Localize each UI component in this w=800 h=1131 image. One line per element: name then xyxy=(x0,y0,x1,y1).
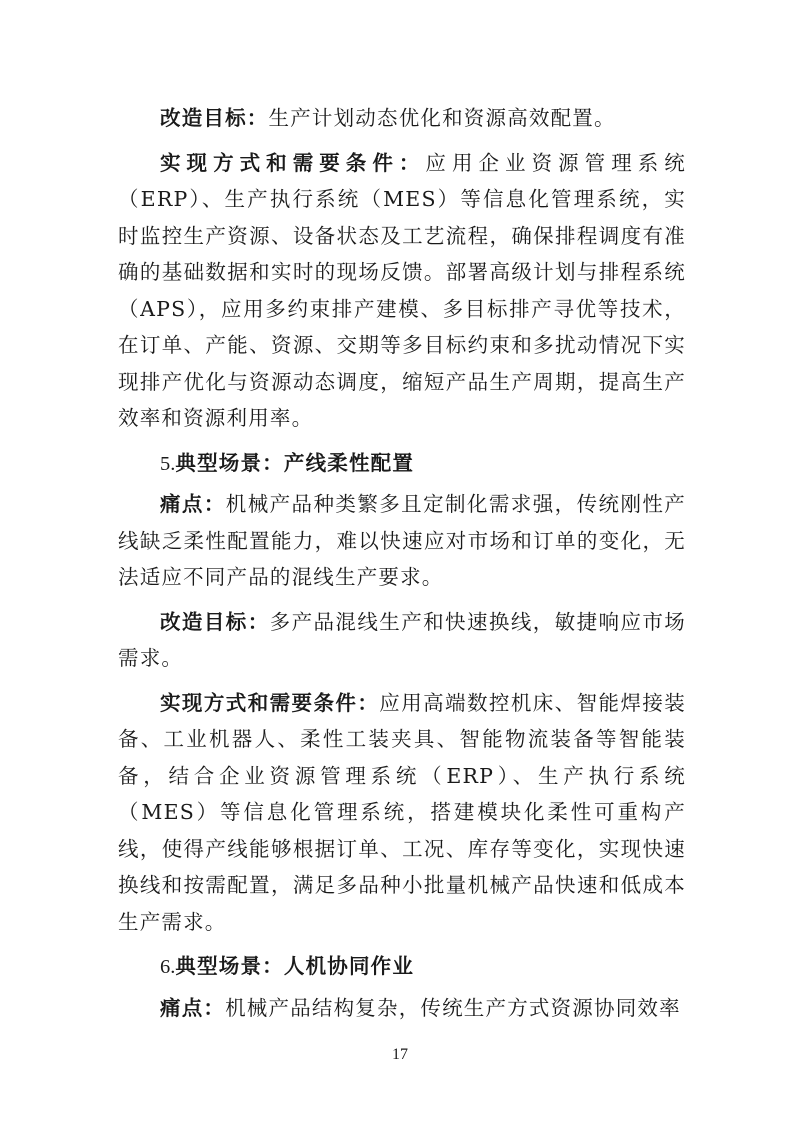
s5-impl-label: 实现方式和需要条件： xyxy=(160,690,380,715)
s6-heading xyxy=(118,948,686,986)
s5-goal-label: 改造目标： xyxy=(160,609,270,634)
s5-pain-label: 痛点： xyxy=(160,492,226,516)
s5-pain-paragraph xyxy=(118,486,686,596)
s6-heading-title: 典型场景：人机协同作业 xyxy=(175,954,415,978)
s5-impl-text: 应用高端数控机床、智能焊接装备、工业机器人、柔性工装夹具、智能物流装备等智能装备，结合企业资源管理系统（ERP）、生产执行系统（MES）等信息化管理系统，搭建模块化柔性可重构产线，使得产线能够根据订单、工况、库存等变化，实现快速换线和按需配置，满足多品种小批量机械产品快速和低成本生产需求。 xyxy=(118,690,686,934)
s5-heading-number: 5. xyxy=(160,452,176,475)
s4-goal-paragraph xyxy=(118,100,686,137)
s5-heading-title: 典型场景：产线柔性配置 xyxy=(175,450,415,475)
s6-pain-text: 机械产品结构复杂，传统生产方式资源协同效率 xyxy=(225,995,681,1020)
s5-heading xyxy=(118,445,686,483)
s4-impl-label: 实现方式和需要条件： xyxy=(160,150,426,175)
s4-goal-label: 改造目标： xyxy=(160,106,269,130)
s6-heading-number: 6. xyxy=(160,956,176,978)
s5-goal-paragraph xyxy=(118,604,686,677)
s4-impl-text: 应用企业资源管理系统（ERP）、生产执行系统（MES）等信息化管理系统，实时监控生产资源、设备状态及工艺流程，确保排程调度有准确的基础数据和实时的现场反馈。部署高级计划与排程系统（APS），应用多约束排产建模、多目标排产寻优等技术，在订单、产能、资源、交期等多目标约束和多扰动情况下实现排产优化与资源动态调度，缩短产品生产周期，提高生产效率和资源利用率。 xyxy=(118,150,687,430)
s4-goal-text: 生产计划动态优化和资源高效配置。 xyxy=(268,106,616,130)
s5-pain-text: 机械产品种类繁多且定制化需求强，传统刚性产线缺乏柔性配置能力，难以快速应对市场和订单的变化，无法适应不同产品的混线生产要求。 xyxy=(118,492,686,589)
page-number: 17 xyxy=(392,1046,408,1063)
document-page xyxy=(118,100,686,1026)
s6-pain-label: 痛点： xyxy=(160,995,226,1020)
s6-pain-paragraph xyxy=(118,990,686,1027)
s5-impl-paragraph xyxy=(118,685,686,941)
s5-goal-text: 多产品混线生产和快速换线，敏捷响应市场需求。 xyxy=(118,609,686,670)
s4-impl-paragraph xyxy=(118,145,686,437)
